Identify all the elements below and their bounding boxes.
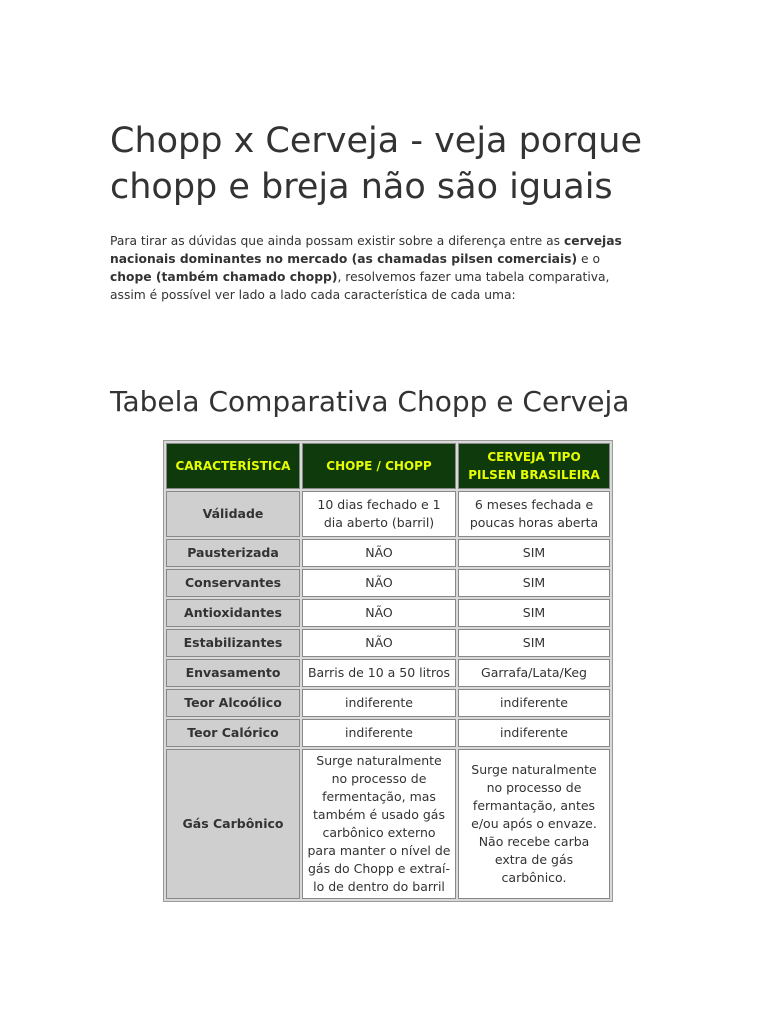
row-label: Estabilizantes <box>166 629 300 657</box>
comparison-table <box>163 440 613 902</box>
table-row <box>166 599 610 627</box>
header-cerveja: CERVEJA TIPO PILSEN BRASILEIRA <box>458 443 610 489</box>
table-row <box>166 689 610 717</box>
table-row <box>166 569 610 597</box>
table-row <box>166 719 610 747</box>
cerveja-value: 6 meses fechada e poucas horas aberta <box>458 491 610 537</box>
table-row <box>166 491 610 537</box>
row-label: Conservantes <box>166 569 300 597</box>
chope-value: NÃO <box>302 599 456 627</box>
row-label: Válidade <box>166 491 300 537</box>
intro-paragraph <box>110 232 640 304</box>
cerveja-value: SIM <box>458 629 610 657</box>
intro-text-1: Para tirar as dúvidas que ainda possam existir sobre a diferença entre as <box>110 234 564 248</box>
cerveja-value: SIM <box>458 599 610 627</box>
header-caracteristica: CARACTERÍSTICA <box>166 443 300 489</box>
chope-value: NÃO <box>302 569 456 597</box>
chope-value: indiferente <box>302 719 456 747</box>
chope-value: indiferente <box>302 689 456 717</box>
intro-bold-1: cervejas nacionais dominantes no mercado (as chamadas pilsen comerciais) <box>110 234 622 266</box>
section-title: Tabela Comparativa Chopp e Cerveja <box>110 385 630 418</box>
cerveja-value: indiferente <box>458 689 610 717</box>
row-label: Gás Carbônico <box>166 749 300 899</box>
table-header-row <box>166 443 610 489</box>
chope-value: 10 dias fechado e 1 dia aberto (barril) <box>302 491 456 537</box>
cerveja-value: SIM <box>458 569 610 597</box>
row-label: Teor Calórico <box>166 719 300 747</box>
table-row <box>166 629 610 657</box>
header-chope: CHOPE / CHOPP <box>302 443 456 489</box>
cerveja-value: Surge naturalmente no processo de fermantação, antes e/ou após o envaze. Não recebe carba extra de gás carbônico. <box>458 749 610 899</box>
table-row <box>166 749 610 899</box>
cerveja-value: SIM <box>458 539 610 567</box>
intro-text-3: , resolvemos fazer uma tabela comparativa, assim é possível ver lado a lado cada característica de cada uma: <box>110 270 610 302</box>
table-row <box>166 539 610 567</box>
cerveja-value: indiferente <box>458 719 610 747</box>
row-label: Antioxidantes <box>166 599 300 627</box>
intro-bold-2: chope (também chamado chopp) <box>110 270 338 284</box>
chope-value: Barris de 10 a 50 litros <box>302 659 456 687</box>
row-label: Envasamento <box>166 659 300 687</box>
page-title: Chopp x Cerveja - veja porque chopp e breja não são iguais <box>110 121 642 207</box>
chope-value: NÃO <box>302 629 456 657</box>
intro-text-2: e o <box>577 252 601 266</box>
table-row <box>166 659 610 687</box>
cerveja-value: Garrafa/Lata/Keg <box>458 659 610 687</box>
chope-value: NÃO <box>302 539 456 567</box>
row-label: Pausterizada <box>166 539 300 567</box>
chope-value: Surge naturalmente no processo de fermentação, mas também é usado gás carbônico externo para manter o nível de gás do Chopp e extraí-lo de dentro do barril <box>302 749 456 899</box>
row-label: Teor Alcoólico <box>166 689 300 717</box>
